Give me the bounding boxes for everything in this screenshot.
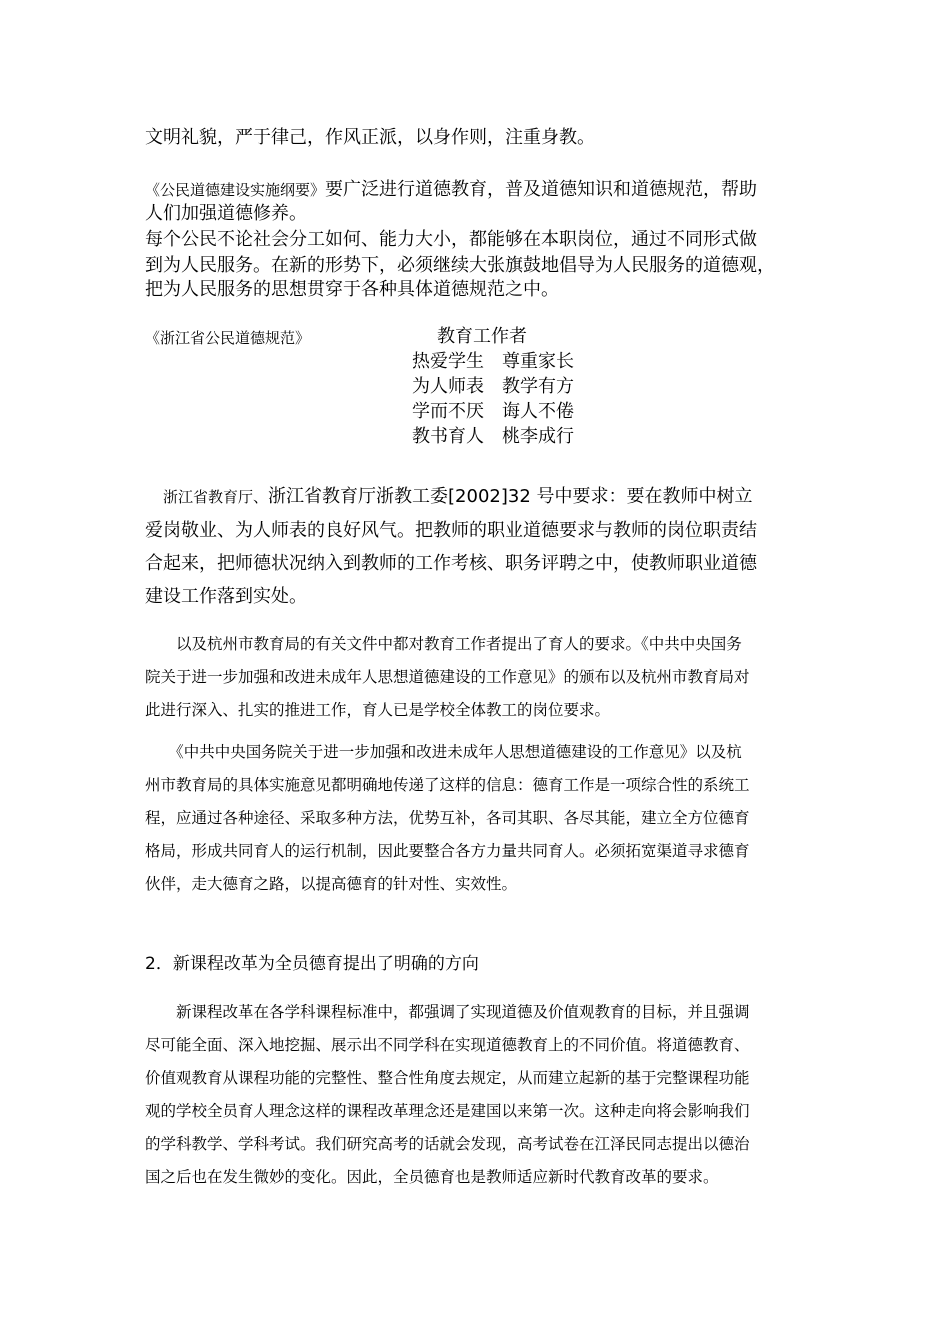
- paragraph-line: 爱岗敬业、为人师表的良好风气。把教师的职业道德要求与教师的岗位职责结: [145, 520, 757, 541]
- code-rows: [412, 349, 574, 449]
- paragraph-line: 的学科教学、学科考试。我们研究高考的话就会发现，高考试卷在江泽民同志提出以德治: [145, 1135, 750, 1153]
- paragraph-block: [145, 480, 810, 613]
- paragraph-line: 国之后也在发生微妙的变化。因此，全员德育也是教师适应新时代教育改革的要求。: [145, 1168, 719, 1186]
- code-row: 教书育人 桃李成行: [412, 426, 574, 447]
- code-title: 教育工作者: [437, 326, 527, 347]
- citation-source: 《公民道德建设实施纲要》: [145, 181, 326, 199]
- paragraph-line: [145, 178, 757, 202]
- paragraph-line: 格局，形成共同育人的运行机制，因此要整合各方力量共同育人。必须拓宽渠道寻求德育: [145, 842, 750, 860]
- paragraph-line: 到为人民服务。在新的形势下，必须继续大张旗鼓地倡导为人民服务的道德观，: [145, 255, 775, 276]
- paragraph-block: [145, 628, 810, 727]
- paragraph-line: 《中共中央国务院关于进一步加强和改进未成年人思想道德建设的工作意见》以及杭: [145, 743, 742, 761]
- paragraph-line: 建设工作落到实处。: [145, 586, 307, 607]
- section-heading: 2．新课程改革为全员德育提出了明确的方向: [145, 954, 479, 974]
- paragraph-line: 合起来，把师德状况纳入到教师的工作考核、职务评聘之中，使教师职业道德: [145, 553, 757, 574]
- code-row: 为人师表 教学有方: [412, 376, 574, 397]
- paragraph-line: 人们加强道德修养。: [145, 203, 307, 224]
- paragraph-line: 程，应通过各种途径、采取多种方法，优势互补，各司其职、各尽其能，建立全方位德育: [145, 809, 750, 827]
- paragraph-line: 此进行深入、扎实的推进工作，育人已是学校全体教工的岗位要求。: [145, 701, 611, 719]
- paragraph-prefix: 浙江省教育厅、: [163, 488, 269, 506]
- paragraph-line: 把为人民服务的思想贯穿于各种具体道德规范之中。: [145, 279, 559, 300]
- paragraph-line: 新课程改革在各学科课程标准中，都强调了实现道德及价值观教育的目标，并且强调: [145, 1003, 750, 1021]
- paragraph-line: 尽可能全面、深入地挖掘、展示出不同学科在实现道德教育上的不同价值。将道德教育、: [145, 1036, 750, 1054]
- code-row: 学而不厌 诲人不倦: [412, 401, 574, 422]
- code-row: 热爱学生 尊重家长: [412, 351, 574, 372]
- paragraph-block: [145, 736, 810, 901]
- paragraph-line: 文明礼貌，严于律己，作风正派，以身作则，注重身教。: [145, 127, 595, 148]
- paragraph-line: 院关于进一步加强和改进未成年人思想道德建设的工作意见》的颁布以及杭州市教育局对: [145, 668, 750, 686]
- paragraph-text: 要广泛进行道德教育，普及道德知识和道德规范，帮助: [325, 179, 758, 200]
- paragraph-line: 观的学校全员育人理念这样的课程改革理念还是建国以来第一次。这种走向将会影响我们: [145, 1102, 750, 1120]
- paragraph-line: 伙伴，走大德育之路，以提高德育的针对性、实效性。: [145, 875, 518, 893]
- paragraph-line: 价值观教育从课程功能的完整性、整合性角度去规定，从而建立起新的基于完整课程功能: [145, 1069, 750, 1087]
- paragraph-line: 州市教育局的具体实施意见都明确地传递了这样的信息：德育工作是一项综合性的系统工: [145, 776, 750, 794]
- paragraph-line: 以及杭州市教育局的有关文件中都对教育工作者提出了育人的要求。《中共中央国务: [145, 635, 742, 653]
- paragraph-block: [145, 996, 810, 1194]
- paragraph-line: 每个公民不论社会分工如何、能力大小，都能够在本职岗位，通过不同形式做: [145, 229, 757, 250]
- paragraph-line: 浙江省教育厅、浙江省教育厅浙教工委[2002]32 号中要求：要在教师中树立: [163, 486, 753, 507]
- citation-source: 《浙江省公民道德规范》: [145, 329, 311, 347]
